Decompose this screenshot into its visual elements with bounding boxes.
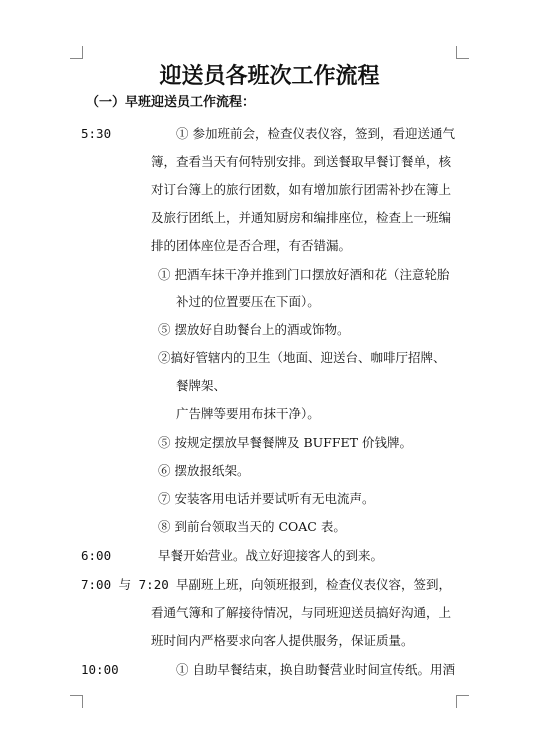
document-title: 迎送员各班次工作流程 [159, 63, 380, 89]
paragraph-line: 看通气簿和了解接待情况，与同班迎送员搞好沟通，上 [151, 605, 452, 620]
list-item: ⑦ 安装客用电话并要试听有无电流声。 [158, 491, 375, 506]
list-item: ⑤ 摆放好自助餐台上的酒或饰物。 [158, 322, 350, 337]
list-item: ⑧ 到前台领取当天的 COAC 表。 [158, 519, 346, 534]
list-item: ⑤ 按规定摆放早餐餐牌及 BUFFET 价钱牌。 [158, 435, 412, 450]
list-item: ②搞好管辖内的卫生（地面、迎送台、咖啡厅招牌、 [158, 350, 446, 365]
time-label: 10:00 [81, 662, 119, 677]
time-label: 7:00 与 7:20 [81, 577, 169, 592]
paragraph-line: ① 参加班前会，检查仪表仪容，签到，看迎送通气 [176, 126, 455, 141]
paragraph-line: 班时间内严格要求向客人提供服务，保证质量。 [151, 633, 414, 648]
paragraph-line: 早餐开始营业。战立好迎接客人的到来。 [158, 548, 384, 563]
corner-mark-bottom-left [70, 695, 83, 708]
corner-mark-bottom-right [456, 695, 469, 708]
paragraph-line: 对订台簿上的旅行团数，如有增加旅行团需补抄在簿上 [151, 182, 452, 197]
section-heading: （一）早班迎送员工作流程： [86, 95, 256, 110]
paragraph-line: 早副班上班，向领班报到，检查仪表仪容，签到， [176, 577, 452, 592]
time-label: 6:00 [81, 548, 112, 563]
list-item-continuation: 补过的位置要压在下面）。 [176, 294, 320, 309]
corner-mark-top-left [70, 46, 83, 59]
list-item-continuation: 广告牌等要用布抹干净）。 [176, 406, 320, 421]
time-label: 5:30 [81, 126, 112, 141]
corner-mark-top-right [456, 46, 469, 59]
list-item: ⑥ 摆放报纸架。 [158, 463, 250, 478]
paragraph-line: ① 自助早餐结束，换自助餐营业时间宣传纸。用酒 [176, 662, 455, 677]
paragraph-line: 排的团体座位是否合理，有否错漏。 [151, 238, 352, 253]
list-item: ① 把酒车抹干净并推到门口摆放好酒和花（注意轮胎 [158, 267, 450, 282]
paragraph-line: 及旅行团纸上，并通知厨房和编排座位，检查上一班编 [151, 210, 452, 225]
list-item-continuation: 餐牌架、 [176, 378, 227, 393]
paragraph-line: 簿，查看当天有何特别安排。到送餐取早餐订餐单，核 [151, 154, 452, 169]
